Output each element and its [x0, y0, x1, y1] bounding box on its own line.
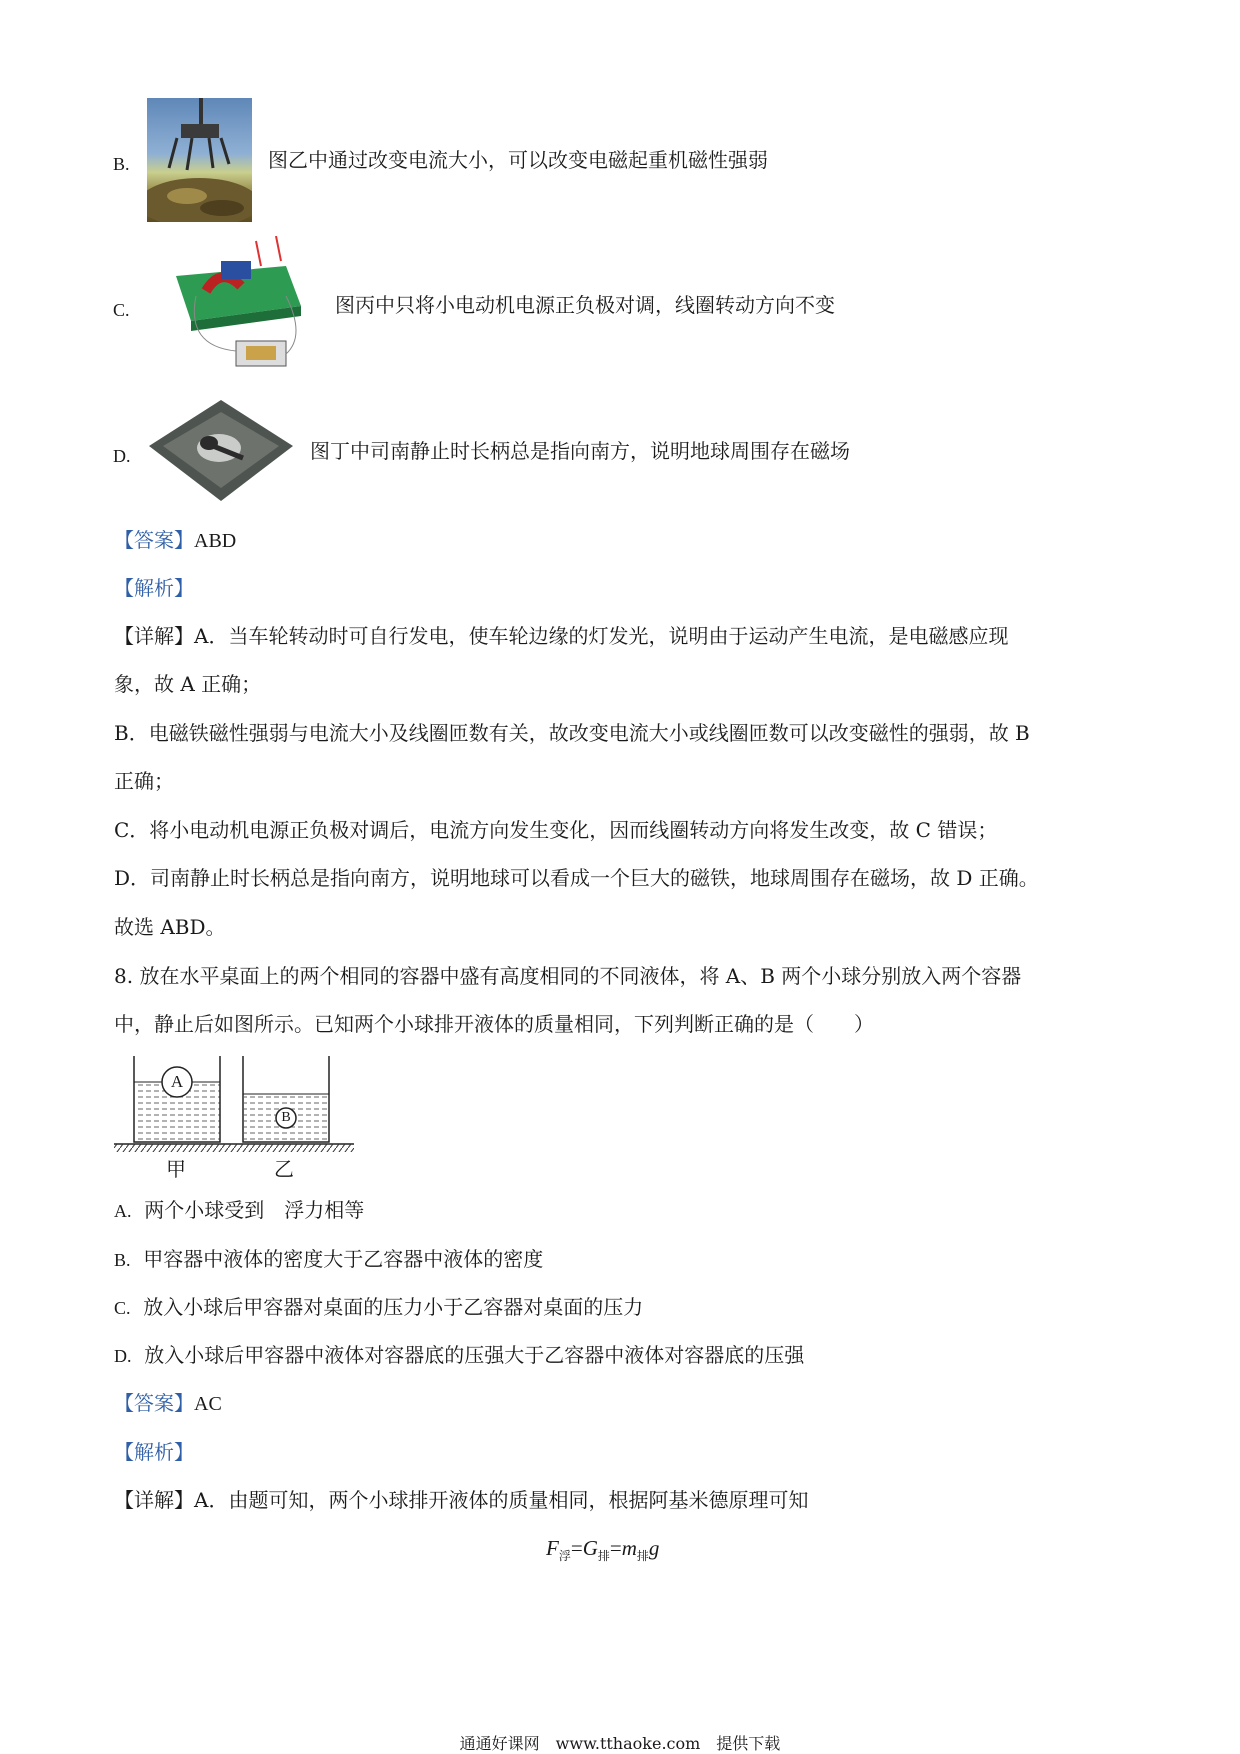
analysis-tag: 【解析】 — [114, 576, 194, 600]
answer-tag: 【答案】 — [114, 528, 194, 552]
q7-detail-line-6: D．司南静止时长柄总是指向南方，说明地球可以看成一个巨大的磁铁，地球周围存在磁场，故 D 正确。 — [114, 866, 1039, 890]
q7-answer — [114, 526, 236, 555]
electromagnetic-crane-photo — [147, 98, 252, 222]
option-b-letter: B. — [113, 154, 130, 174]
motor-model-photo — [166, 236, 306, 376]
option-b-text: 图乙中通过改变电流大小，可以改变电磁起重机磁性强弱 — [268, 148, 768, 172]
formula-f-sub: 浮 — [558, 1549, 571, 1564]
sinan-compass-photo — [147, 398, 295, 503]
q7-detail-line-2: 象，故 A 正确； — [114, 672, 262, 696]
q8-answer — [114, 1389, 222, 1418]
label-yi: 乙 — [274, 1157, 294, 1181]
buoyancy-formula — [546, 1536, 659, 1564]
q8-stem-line-1: 8. 放在水平桌面上的两个相同的容器中盛有高度相同的不同液体，将 A、B 两个小球分别放入两个容器 — [114, 964, 1022, 988]
q8-detail-line-1 — [114, 1486, 808, 1514]
q7-detail-line-5: C．将小电动机电源正负极对调后，电流方向发生变化，因而线圈转动方向将发生改变，故 C 错误； — [114, 818, 998, 842]
analysis-tag: 【解析】 — [114, 1440, 194, 1464]
q7-detail-line-7: 故选 ABD。 — [114, 915, 226, 939]
formula-f: F — [546, 1536, 559, 1560]
option-text: 放入小球后甲容器对桌面的压力小于乙容器对桌面的压力 — [143, 1295, 644, 1319]
detail-text: A．当车轮转动时可自行发电，使车轮边缘的灯发光，说明由于运动产生电流，是电磁感应现 — [194, 624, 1009, 648]
ball-a-label: A — [170, 1072, 184, 1091]
containers-figure — [114, 1052, 359, 1184]
page-footer: 通通好课网 www.tthaoke.com 提供下载 — [459, 1734, 781, 1753]
formula-g-sub: 排 — [597, 1549, 610, 1564]
q7-detail-line-1 — [114, 622, 1008, 650]
option-letter: A. — [114, 1201, 132, 1221]
option-letter: C. — [114, 1298, 131, 1318]
answer-value: ABD — [194, 530, 237, 552]
q7-detail-line-3: B．电磁铁磁性强弱与电流大小及线圈匝数有关，故改变电流大小或线圈匝数可以改变磁性的强弱，故 B — [114, 721, 1030, 745]
formula-m: m — [621, 1536, 637, 1560]
formula-eq: = — [570, 1536, 583, 1560]
option-letter: B. — [114, 1250, 131, 1270]
ball-b-label: B — [281, 1110, 291, 1125]
q8-option-c — [114, 1293, 643, 1322]
detail-tag: 【详解】 — [114, 624, 194, 648]
q8-option-b — [114, 1245, 543, 1274]
q7-detail-line-4: 正确； — [114, 769, 174, 793]
label-jia: 甲 — [166, 1157, 186, 1181]
formula-eq: = — [609, 1536, 622, 1560]
option-letter: D. — [114, 1346, 132, 1366]
answer-value: AC — [194, 1393, 222, 1415]
detail-tag: 【详解】 — [114, 1488, 194, 1512]
option-text: 两个小球受到 浮力相等 — [144, 1198, 365, 1222]
option-text: 放入小球后甲容器中液体对容器底的压强大于乙容器中液体对容器底的压强 — [144, 1343, 805, 1367]
option-c-text: 图丙中只将小电动机电源正负极对调，线圈转动方向不变 — [335, 293, 835, 317]
option-text: 甲容器中液体的密度大于乙容器中液体的密度 — [143, 1247, 544, 1271]
option-d-text: 图丁中司南静止时长柄总是指向南方，说明地球周围存在磁场 — [310, 439, 850, 463]
answer-tag: 【答案】 — [114, 1391, 194, 1415]
q8-option-a — [114, 1196, 364, 1225]
option-d-letter: D. — [113, 446, 131, 466]
detail-text: A．由题可知，两个小球排开液体的质量相同，根据阿基米德原理可知 — [194, 1488, 809, 1512]
formula-m-sub: 排 — [636, 1549, 649, 1564]
formula-g: G — [582, 1536, 598, 1560]
formula-gravity: g — [648, 1536, 660, 1560]
q8-option-d — [114, 1341, 804, 1370]
option-c-letter: C. — [113, 300, 130, 320]
q8-stem-line-2: 中，静止后如图所示。已知两个小球排开液体的质量相同，下列判断正确的是（ ） — [114, 1012, 874, 1036]
